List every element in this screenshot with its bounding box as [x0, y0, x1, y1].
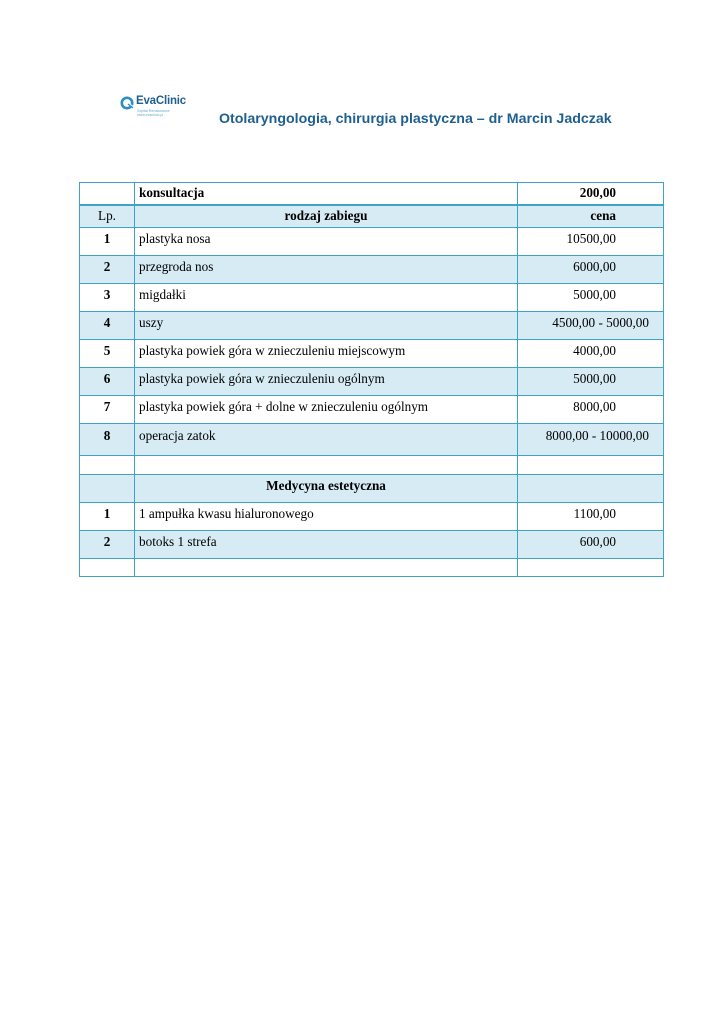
table-row [80, 311, 664, 339]
row-name: plastyka nosa [135, 227, 518, 255]
row-name: operacja zatok [135, 423, 518, 455]
row-price: 6000,00 [518, 255, 664, 283]
row-lp: 3 [80, 283, 135, 311]
row-name: migdałki [135, 283, 518, 311]
row-price: 10500,00 [518, 227, 664, 255]
row-name: 1 ampułka kwasu hialuronowego [135, 502, 518, 530]
table-cell [518, 455, 664, 474]
row-lp: 1 [80, 502, 135, 530]
table-row [80, 339, 664, 367]
row-name: przegroda nos [135, 255, 518, 283]
table-cell [80, 455, 135, 474]
empty-row [80, 455, 664, 474]
table-cell [135, 455, 518, 474]
row-price: 5000,00 [518, 283, 664, 311]
consultation-price: 200,00 [518, 183, 664, 205]
row-price: 600,00 [518, 530, 664, 558]
row-price: 4000,00 [518, 339, 664, 367]
row-price: 4500,00 - 5000,00 [518, 311, 664, 339]
row-name: plastyka powiek góra + dolne w znieczuleniu ogólnym [135, 395, 518, 423]
section-header-row [80, 474, 664, 502]
row-price: 5000,00 [518, 367, 664, 395]
row-lp: 2 [80, 255, 135, 283]
row-price: 8000,00 [518, 395, 664, 423]
table-cell [80, 183, 135, 205]
consultation-row [80, 183, 664, 205]
table-row [80, 423, 664, 455]
table-row [80, 255, 664, 283]
row-name: botoks 1 strefa [135, 530, 518, 558]
section-title: Medycyna estetyczna [135, 474, 518, 502]
clinic-logo [120, 96, 200, 122]
row-price: 8000,00 - 10000,00 [518, 423, 664, 455]
row-name: plastyka powiek góra w znieczuleniu miejscowym [135, 339, 518, 367]
table-cell [80, 558, 135, 576]
table-row [80, 502, 664, 530]
table-cell [80, 474, 135, 502]
evaclinic-logo-icon [120, 96, 134, 110]
row-lp: 7 [80, 395, 135, 423]
row-lp: 8 [80, 423, 135, 455]
consultation-label: konsultacja [135, 183, 518, 205]
row-lp: 1 [80, 227, 135, 255]
table-row [80, 367, 664, 395]
table-cell [518, 474, 664, 502]
row-price: 1100,00 [518, 502, 664, 530]
header-lp: Lp. [80, 205, 135, 228]
table-cell [518, 558, 664, 576]
header-row [80, 205, 664, 228]
price-table [79, 182, 664, 577]
table-cell [135, 558, 518, 576]
page-title: Otolaryngologia, chirurgia plastyczna – dr Marcin Jadczak [219, 111, 612, 127]
table-row [80, 283, 664, 311]
logo-brand: EvaClinic [136, 95, 186, 107]
row-name: plastyka powiek góra w znieczuleniu ogólnym [135, 367, 518, 395]
header-price: cena [518, 205, 664, 228]
row-lp: 5 [80, 339, 135, 367]
table-row [80, 530, 664, 558]
row-name: uszy [135, 311, 518, 339]
header-name: rodzaj zabiegu [135, 205, 518, 228]
row-lp: 6 [80, 367, 135, 395]
table-row [80, 395, 664, 423]
row-lp: 4 [80, 311, 135, 339]
empty-row [80, 558, 664, 576]
table-row [80, 227, 664, 255]
row-lp: 2 [80, 530, 135, 558]
logo-tagline: Szpital Renaissance www.evaclinic.pl [137, 109, 170, 117]
